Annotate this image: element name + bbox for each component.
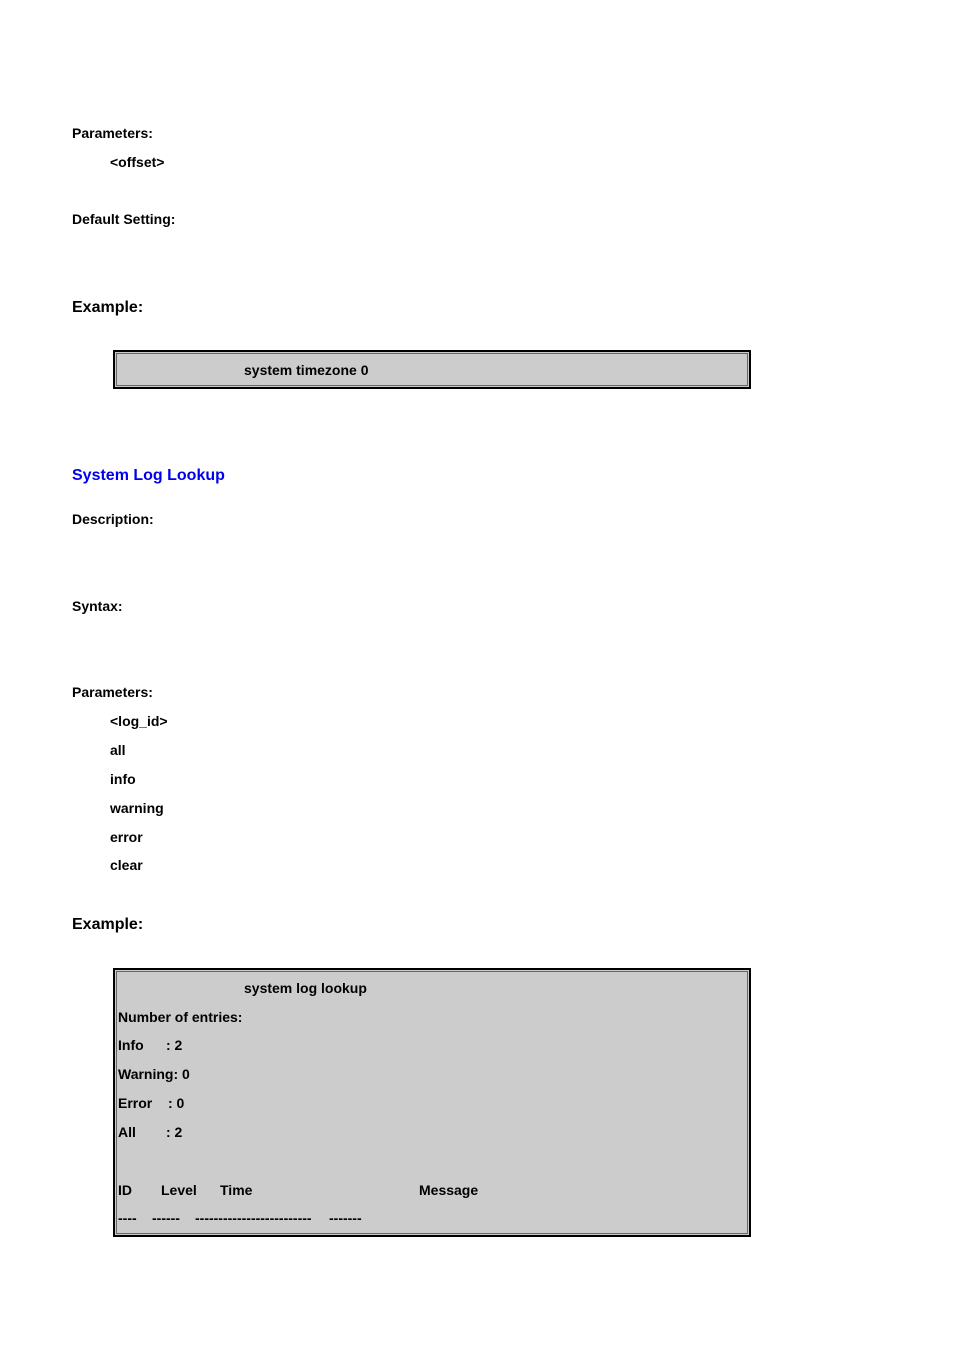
info-label: Info — [118, 1037, 144, 1053]
example-heading-2: Example: — [72, 916, 144, 933]
example-command: system timezone 0 — [244, 362, 369, 378]
section-title: System Log Lookup — [72, 467, 225, 484]
log-command: system log lookup — [244, 980, 367, 996]
param-offset: <offset> — [110, 154, 165, 170]
sep-id: ---- — [118, 1210, 137, 1226]
parameters-heading: Parameters: — [72, 125, 153, 141]
param-log-id: <log_id> — [110, 713, 168, 729]
error-label: Error — [118, 1095, 153, 1111]
example-heading: Example: — [72, 299, 144, 316]
syntax-heading: Syntax: — [72, 598, 123, 614]
default-setting-heading: Default Setting: — [72, 211, 176, 227]
param-warning: warning — [110, 800, 164, 816]
param-info: info — [110, 771, 136, 787]
error-value: : 0 — [168, 1095, 185, 1111]
col-message: Message — [419, 1182, 479, 1198]
param-all: all — [110, 742, 126, 758]
info-value: : 2 — [166, 1037, 183, 1053]
sep-time: ------------------------- — [195, 1210, 312, 1226]
sep-level: ------ — [152, 1210, 180, 1226]
parameters-heading-2: Parameters: — [72, 684, 153, 700]
col-level: Level — [161, 1182, 197, 1198]
all-label: All — [118, 1124, 136, 1140]
all-value: : 2 — [166, 1124, 183, 1140]
entries-label: Number of entries: — [118, 1009, 243, 1025]
col-id: ID — [118, 1182, 132, 1198]
param-clear: clear — [110, 857, 143, 873]
log-example-box — [113, 968, 751, 1237]
example-code-box — [113, 350, 751, 389]
warning-line: Warning: 0 — [118, 1066, 190, 1082]
description-heading: Description: — [72, 511, 154, 527]
sep-message: ------- — [329, 1210, 362, 1226]
col-time: Time — [220, 1182, 253, 1198]
param-error: error — [110, 829, 143, 845]
